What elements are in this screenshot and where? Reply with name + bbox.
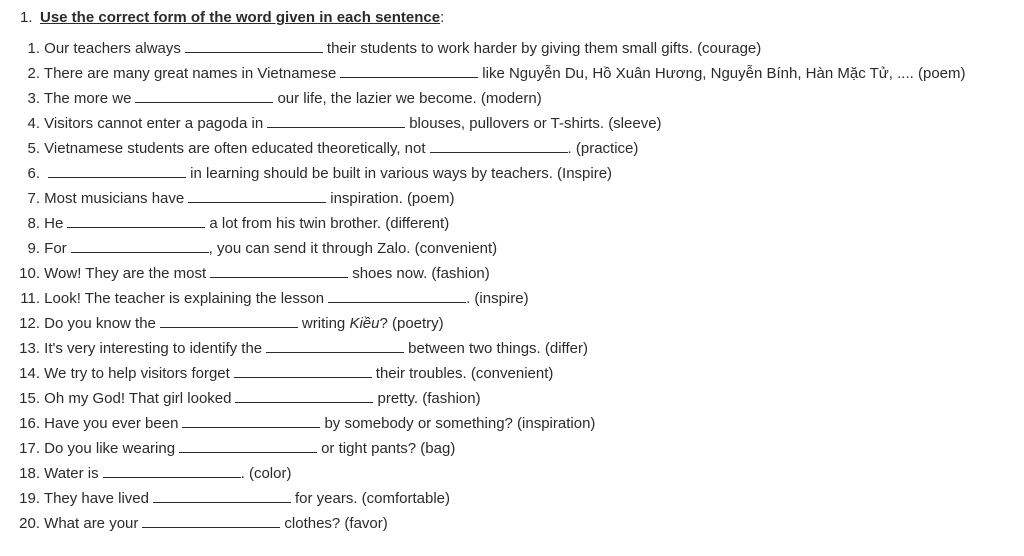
- question-text-before: Water is: [44, 465, 99, 482]
- question-text-before: Have you ever been: [44, 415, 179, 432]
- answer-blank[interactable]: [67, 213, 205, 228]
- question-text-before: It's very interesting to identify the: [44, 340, 263, 357]
- answer-blank[interactable]: [179, 438, 317, 453]
- question-number: 9.: [27, 240, 40, 257]
- answer-blank[interactable]: [71, 238, 209, 253]
- question-number: 1.: [27, 40, 40, 57]
- question-list: [10, 38, 966, 538]
- question-item-3: [10, 88, 966, 113]
- question-text-before: They have lived: [43, 490, 149, 507]
- question-text-before: There are many great names in Vietnamese: [43, 65, 337, 82]
- question-item-12: [10, 313, 966, 338]
- answer-blank[interactable]: [142, 513, 280, 528]
- heading-colon: :: [440, 9, 445, 26]
- answer-blank[interactable]: [188, 188, 326, 203]
- question-number: 4.: [27, 115, 40, 132]
- question-item-19: [10, 488, 966, 513]
- question-number: 15.: [19, 390, 40, 407]
- answer-blank[interactable]: [328, 288, 466, 303]
- question-item-13: [10, 338, 966, 363]
- question-text-after: . (inspire): [466, 290, 529, 307]
- question-text-after: our life, the lazier we become. (modern): [277, 90, 542, 107]
- question-item-20: [10, 513, 966, 538]
- question-text-before: Do you know the: [44, 315, 156, 332]
- question-number: 11.: [20, 290, 40, 307]
- answer-blank[interactable]: [210, 263, 348, 278]
- heading-title: Use the correct form of the word given in each sentence: [40, 9, 441, 26]
- question-text-after: . (practice): [567, 140, 639, 157]
- question-item-17: [10, 438, 966, 463]
- answer-blank[interactable]: [153, 488, 291, 503]
- answer-blank[interactable]: [182, 413, 320, 428]
- question-text-before: Wow! They are the most: [44, 265, 207, 282]
- question-text-before: He: [44, 215, 64, 232]
- question-text-before: Our teachers always: [44, 40, 181, 57]
- answer-blank[interactable]: [48, 163, 186, 178]
- question-text-after: a lot from his twin brother. (different): [209, 215, 450, 232]
- exercise-heading: [20, 8, 444, 28]
- question-text-after: their troubles. (convenient): [375, 365, 554, 382]
- question-text-after: or tight pants? (bag): [321, 440, 456, 457]
- question-text-after: their students to work harder by giving them small gifts. (courage): [326, 40, 762, 57]
- question-text-before: Vietnamese students are often educated theoretically, not: [44, 140, 426, 157]
- question-text-after: writing: [301, 315, 346, 332]
- question-text-before: Do you like wearing: [44, 440, 176, 457]
- question-text-after: in learning should be built in various ways by teachers. (Inspire): [190, 165, 613, 182]
- question-text-tail: ? (poetry): [379, 315, 444, 332]
- answer-blank[interactable]: [266, 338, 404, 353]
- question-item-1: [10, 38, 966, 63]
- question-number: 20.: [19, 515, 40, 532]
- question-number: 14.: [19, 365, 40, 382]
- heading-number: 1.: [20, 9, 33, 26]
- answer-blank[interactable]: [103, 463, 241, 478]
- question-number: 5.: [27, 140, 40, 157]
- question-number: 2.: [27, 65, 40, 82]
- question-text-after: blouses, pullovers or T-shirts. (sleeve): [409, 115, 662, 132]
- question-number: 12.: [19, 315, 40, 332]
- question-text-after: . (color): [240, 465, 292, 482]
- question-text-after: between two things. (differ): [408, 340, 588, 357]
- question-text-after: , you can send it through Zalo. (convenient): [208, 240, 498, 257]
- question-item-2: [10, 63, 966, 88]
- question-item-14: [10, 363, 966, 388]
- question-text-before: For: [44, 240, 67, 257]
- question-text-before: Most musicians have: [44, 190, 185, 207]
- question-item-18: [10, 463, 966, 488]
- answer-blank[interactable]: [340, 63, 478, 78]
- question-number: 10.: [19, 265, 40, 282]
- question-text-after: for years. (comfortable): [294, 490, 451, 507]
- question-number: 3.: [27, 90, 40, 107]
- question-number: 13.: [19, 340, 40, 357]
- question-item-11: [10, 288, 966, 313]
- question-text-after: by somebody or something? (inspiration): [324, 415, 596, 432]
- question-text-before: What are your: [44, 515, 139, 532]
- answer-blank[interactable]: [234, 363, 372, 378]
- question-text-before: Visitors cannot enter a pagoda in: [44, 115, 264, 132]
- answer-blank[interactable]: [267, 113, 405, 128]
- question-item-8: [10, 213, 966, 238]
- question-number: 17.: [19, 440, 40, 457]
- question-number: 19.: [19, 490, 40, 507]
- question-number: 18.: [19, 465, 40, 482]
- question-item-5: [10, 138, 966, 163]
- question-text-italic: Kiều: [349, 315, 380, 332]
- question-item-9: [10, 238, 966, 263]
- question-text-before: The more we: [43, 90, 132, 107]
- question-item-6: [10, 163, 966, 188]
- question-number: 6.: [27, 165, 40, 182]
- question-text-after: like Nguyễn Du, Hồ Xuân Hương, Nguyễn Bính, Hàn Mặc Tử, .... (poem): [482, 65, 966, 82]
- question-text-after: clothes? (favor): [284, 515, 388, 532]
- question-item-10: [10, 263, 966, 288]
- question-number: 8.: [27, 215, 40, 232]
- question-number: 16.: [19, 415, 40, 432]
- question-item-16: [10, 413, 966, 438]
- answer-blank[interactable]: [235, 388, 373, 403]
- answer-blank[interactable]: [430, 138, 568, 153]
- answer-blank[interactable]: [135, 88, 273, 103]
- question-text-after: pretty. (fashion): [377, 390, 481, 407]
- question-item-7: [10, 188, 966, 213]
- question-text-after: shoes now. (fashion): [352, 265, 490, 282]
- question-text-before: Oh my God! That girl looked: [44, 390, 232, 407]
- question-text-before: We try to help visitors forget: [44, 365, 230, 382]
- question-number: 7.: [27, 190, 40, 207]
- question-text-after: inspiration. (poem): [330, 190, 455, 207]
- question-item-15: [10, 388, 966, 413]
- answer-blank[interactable]: [185, 38, 323, 53]
- question-text-before: Look! The teacher is explaining the lesson: [44, 290, 325, 307]
- answer-blank[interactable]: [160, 313, 298, 328]
- question-item-4: [10, 113, 966, 138]
